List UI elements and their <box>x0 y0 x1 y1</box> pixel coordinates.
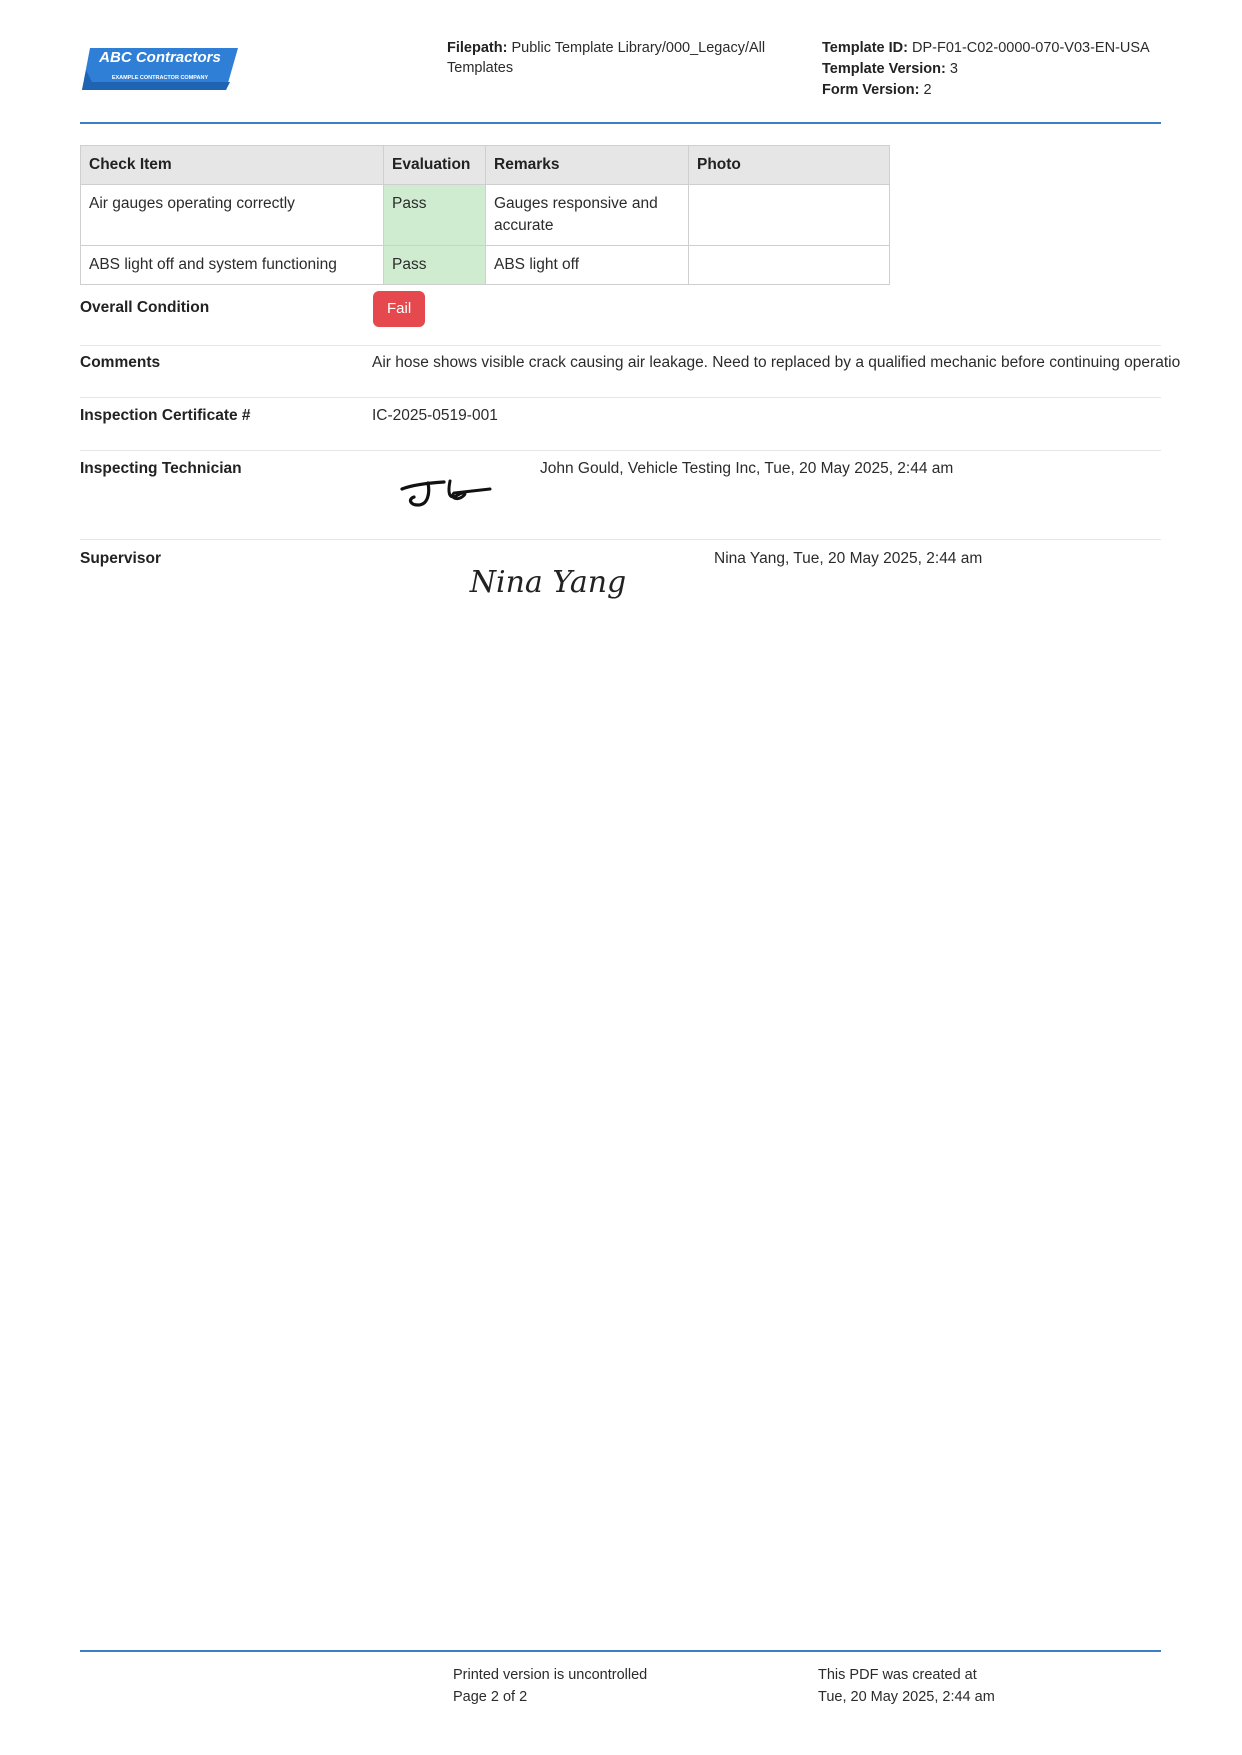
certificate-value: IC-2025-0519-001 <box>372 407 498 424</box>
header-remarks: Remarks <box>486 146 689 185</box>
row-divider <box>80 345 1161 346</box>
template-id-value: DP-F01-C02-0000-070-V03-EN-USA <box>911 40 1150 56</box>
status-badge: Fail <box>373 291 425 327</box>
remarks-cell: ABS light off <box>486 246 689 285</box>
evaluation-cell: Pass <box>384 246 486 285</box>
remarks-cell: Gauges responsive and accurate <box>486 185 689 246</box>
header-evaluation: Evaluation <box>384 146 486 185</box>
supervisor-signed-by: Nina Yang, Tue, 20 May 2025, 2:44 am <box>714 550 983 567</box>
page-number: Page 2 of 2 <box>453 1689 528 1705</box>
header-check-item: Check Item <box>81 146 384 185</box>
header-divider <box>80 122 1161 124</box>
table-row <box>81 246 890 285</box>
technician-label: Inspecting Technician <box>80 460 242 477</box>
certificate-label: Inspection Certificate # <box>80 407 251 424</box>
table-header-row <box>81 146 890 185</box>
overall-condition-label: Overall Condition <box>80 299 210 316</box>
filepath-value: Public Template Library/000_Legacy/All Templates <box>447 40 766 76</box>
supervisor-signature-image <box>468 554 628 608</box>
row-divider <box>80 397 1161 398</box>
check-item-cell: ABS light off and system functioning <box>81 246 384 285</box>
company-logo <box>80 42 240 94</box>
template-version-value: 3 <box>949 61 958 77</box>
table-row <box>81 185 890 246</box>
photo-cell <box>689 185 890 246</box>
template-version-label: Template Version: <box>822 61 946 77</box>
footer-divider <box>80 1650 1161 1652</box>
evaluation-cell: Pass <box>384 185 486 246</box>
uncontrolled-note: Printed version is uncontrolled <box>453 1667 648 1683</box>
photo-cell <box>689 246 890 285</box>
logo-title: ABC Contractors <box>99 49 221 66</box>
comments-label: Comments <box>80 354 161 371</box>
technician-signed-by: John Gould, Vehicle Testing Inc, Tue, 20 May 2025, 2:44 am <box>540 460 954 477</box>
template-id-label: Template ID: <box>822 40 908 56</box>
header-photo: Photo <box>689 146 890 185</box>
checks-table <box>80 145 890 285</box>
form-version-value: 2 <box>923 82 932 98</box>
created-label: This PDF was created at <box>818 1667 977 1683</box>
row-divider <box>80 539 1161 540</box>
filepath-label: Filepath: <box>447 40 508 56</box>
filepath-block <box>447 38 777 78</box>
created-value: Tue, 20 May 2025, 2:44 am <box>818 1689 995 1705</box>
supervisor-label: Supervisor <box>80 550 161 567</box>
supervisor-signature-text: Nina Yang <box>469 565 627 600</box>
footer-created-block <box>818 1664 995 1708</box>
form-version-label: Form Version: <box>822 82 920 98</box>
check-item-cell: Air gauges operating correctly <box>81 185 384 246</box>
logo-subtitle: EXAMPLE CONTRACTOR COMPANY <box>111 75 209 81</box>
comments-value: Air hose shows visible crack causing air leakage. Need to replaced by a qualified mechanic before continuing operatio <box>372 354 1181 371</box>
template-meta-block <box>822 38 1162 101</box>
technician-signature-image <box>398 465 498 513</box>
logo-graphic <box>80 42 240 94</box>
row-divider <box>80 450 1161 451</box>
footer-control-block <box>453 1664 647 1708</box>
